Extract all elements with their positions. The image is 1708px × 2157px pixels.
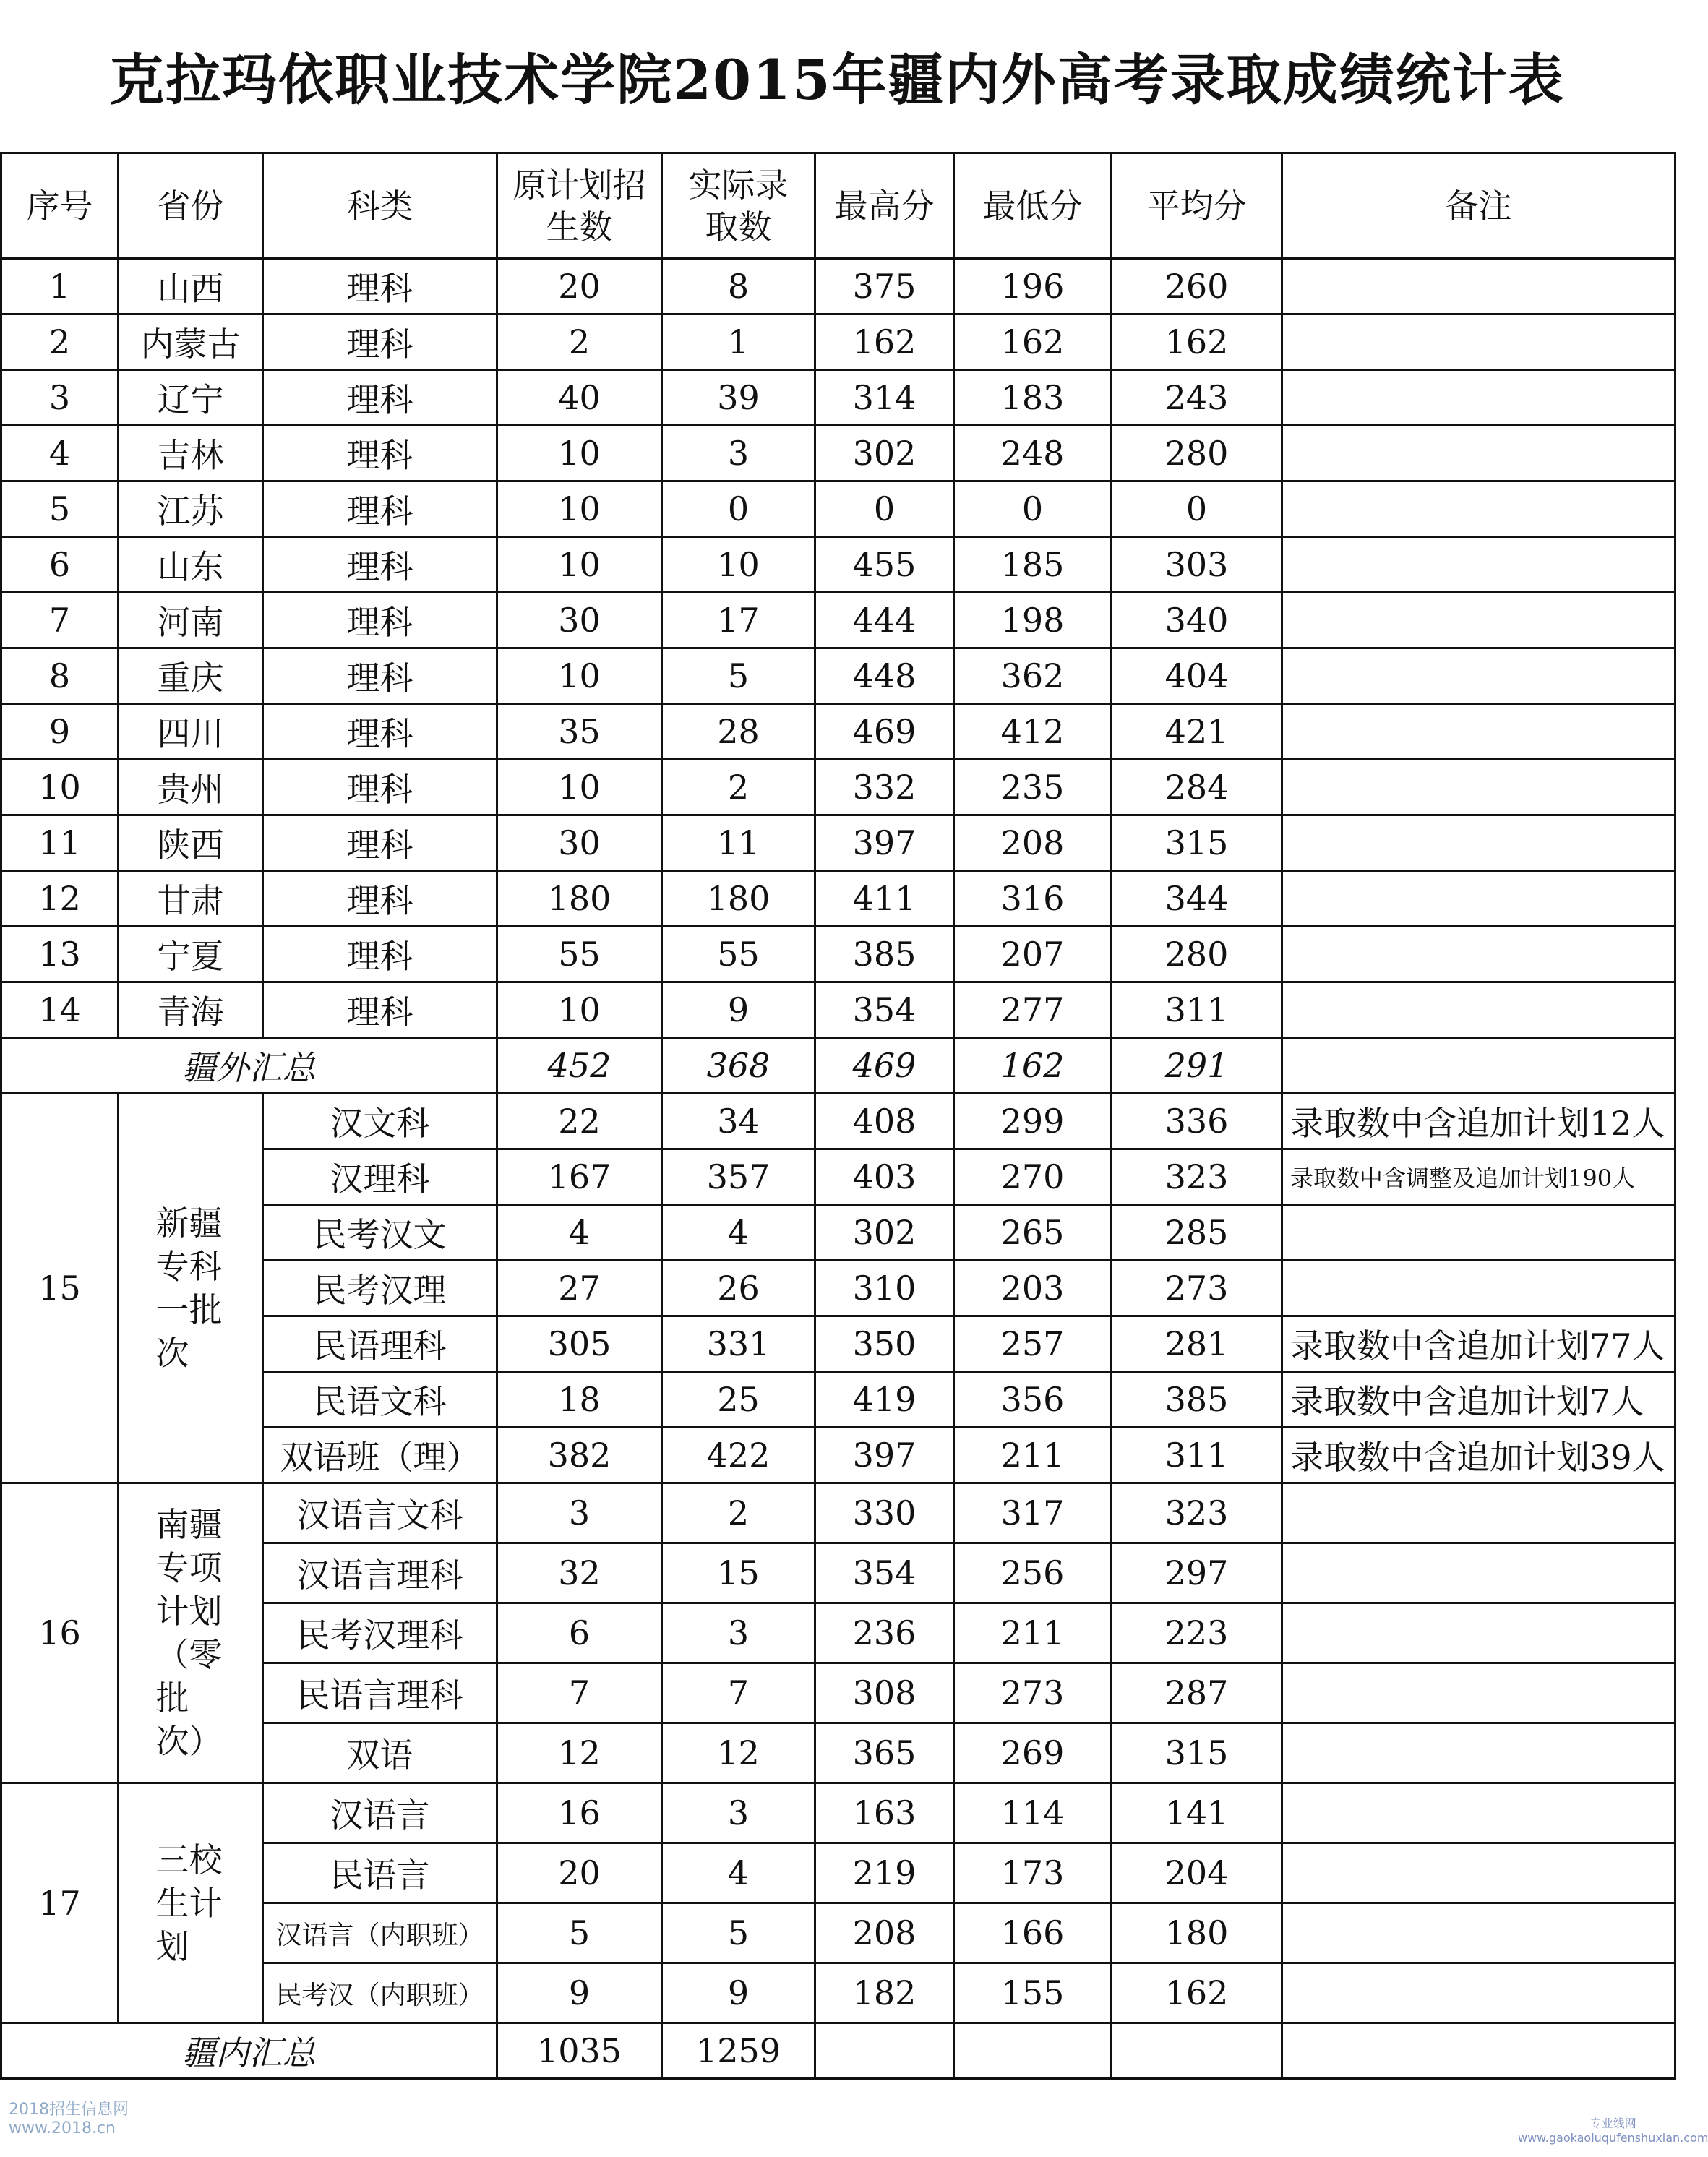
row-avg: 223 xyxy=(1112,1603,1282,1663)
row-no: 9 xyxy=(1,704,119,760)
out-total-label: 疆外汇总 xyxy=(1,1038,497,1094)
row-plan: 6 xyxy=(497,1603,662,1663)
row-max: 408 xyxy=(815,1094,954,1149)
row-plan: 180 xyxy=(497,871,662,927)
row-min: 183 xyxy=(954,370,1112,426)
group-no: 17 xyxy=(1,1783,119,2023)
row-note: 录取数中含调整及追加计划190人 xyxy=(1282,1149,1675,1205)
row-plan: 10 xyxy=(497,648,662,704)
row-min: 270 xyxy=(954,1149,1112,1205)
row-province: 山东 xyxy=(119,537,263,593)
table-row xyxy=(1,871,1675,927)
row-actual: 9 xyxy=(662,982,815,1038)
table-body xyxy=(1,259,1675,2079)
row-plan: 22 xyxy=(497,1094,662,1149)
row-avg: 311 xyxy=(1112,1428,1282,1483)
header-avg: 平均分 xyxy=(1112,153,1282,259)
out-total-avg: 291 xyxy=(1112,1038,1282,1094)
group-no: 16 xyxy=(1,1483,119,1783)
row-type: 理科 xyxy=(263,259,497,314)
row-min: 257 xyxy=(954,1316,1112,1372)
row-plan: 382 xyxy=(497,1428,662,1483)
group-name-text: 新疆专科一批次 xyxy=(155,1204,223,1373)
in-total-note xyxy=(1282,2023,1675,2079)
row-min: 166 xyxy=(954,1903,1112,1963)
row-avg: 287 xyxy=(1112,1663,1282,1723)
row-avg: 280 xyxy=(1112,927,1282,982)
row-plan: 16 xyxy=(497,1783,662,1843)
row-max: 219 xyxy=(815,1843,954,1903)
in-total-max xyxy=(815,2023,954,2079)
row-actual: 25 xyxy=(662,1372,815,1428)
row-note xyxy=(1282,1963,1675,2023)
row-type: 民考汉理科 xyxy=(263,1603,497,1663)
row-max: 162 xyxy=(815,314,954,370)
row-avg: 385 xyxy=(1112,1372,1282,1428)
row-province: 青海 xyxy=(119,982,263,1038)
row-note xyxy=(1282,1205,1675,1261)
row-plan: 305 xyxy=(497,1316,662,1372)
row-no: 14 xyxy=(1,982,119,1038)
row-type: 双语班（理） xyxy=(263,1428,497,1483)
row-plan: 10 xyxy=(497,426,662,481)
row-type: 理科 xyxy=(263,760,497,815)
row-max: 208 xyxy=(815,1903,954,1963)
row-type: 民考汉理 xyxy=(263,1261,497,1316)
row-note xyxy=(1282,927,1675,982)
table-row xyxy=(1,1094,1675,1149)
row-note xyxy=(1282,259,1675,314)
row-actual: 17 xyxy=(662,593,815,648)
row-avg: 285 xyxy=(1112,1205,1282,1261)
table-row xyxy=(1,1783,1675,1843)
row-no: 12 xyxy=(1,871,119,927)
table-row xyxy=(1,259,1675,314)
row-actual: 28 xyxy=(662,704,815,760)
row-min: 299 xyxy=(954,1094,1112,1149)
header-min: 最低分 xyxy=(954,153,1112,259)
row-avg: 303 xyxy=(1112,537,1282,593)
row-plan: 7 xyxy=(497,1663,662,1723)
row-note xyxy=(1282,481,1675,537)
row-max: 403 xyxy=(815,1149,954,1205)
row-min: 185 xyxy=(954,537,1112,593)
row-min: 198 xyxy=(954,593,1112,648)
row-type: 理科 xyxy=(263,704,497,760)
row-min: 248 xyxy=(954,426,1112,481)
row-max: 330 xyxy=(815,1483,954,1543)
row-min: 235 xyxy=(954,760,1112,815)
row-max: 385 xyxy=(815,927,954,982)
row-avg: 311 xyxy=(1112,982,1282,1038)
row-type: 民考汉文 xyxy=(263,1205,497,1261)
row-no: 5 xyxy=(1,481,119,537)
row-actual: 55 xyxy=(662,927,815,982)
table-row xyxy=(1,982,1675,1038)
row-actual: 34 xyxy=(662,1094,815,1149)
row-actual: 180 xyxy=(662,871,815,927)
row-type: 民语文科 xyxy=(263,1372,497,1428)
row-avg: 344 xyxy=(1112,871,1282,927)
group-name xyxy=(119,1094,263,1483)
row-province: 江苏 xyxy=(119,481,263,537)
row-type: 理科 xyxy=(263,871,497,927)
row-avg: 315 xyxy=(1112,815,1282,871)
header-type: 科类 xyxy=(263,153,497,259)
row-province: 辽宁 xyxy=(119,370,263,426)
row-avg: 336 xyxy=(1112,1094,1282,1149)
row-min: 114 xyxy=(954,1783,1112,1843)
header-max: 最高分 xyxy=(815,153,954,259)
row-avg: 243 xyxy=(1112,370,1282,426)
row-type: 汉文科 xyxy=(263,1094,497,1149)
row-avg: 180 xyxy=(1112,1903,1282,1963)
row-province: 河南 xyxy=(119,593,263,648)
table-row xyxy=(1,593,1675,648)
row-min: 412 xyxy=(954,704,1112,760)
row-type: 汉语言文科 xyxy=(263,1483,497,1543)
row-note xyxy=(1282,760,1675,815)
row-type: 理科 xyxy=(263,537,497,593)
group-no: 15 xyxy=(1,1094,119,1483)
row-plan: 35 xyxy=(497,704,662,760)
table-row xyxy=(1,815,1675,871)
row-avg: 280 xyxy=(1112,426,1282,481)
row-min: 362 xyxy=(954,648,1112,704)
row-actual: 2 xyxy=(662,1483,815,1543)
row-avg: 421 xyxy=(1112,704,1282,760)
row-max: 354 xyxy=(815,982,954,1038)
row-type: 理科 xyxy=(263,982,497,1038)
row-plan: 167 xyxy=(497,1149,662,1205)
row-note xyxy=(1282,593,1675,648)
table-row xyxy=(1,481,1675,537)
row-type: 理科 xyxy=(263,370,497,426)
table-row xyxy=(1,704,1675,760)
row-actual: 15 xyxy=(662,1543,815,1603)
row-min: 316 xyxy=(954,871,1112,927)
row-note xyxy=(1282,704,1675,760)
row-max: 455 xyxy=(815,537,954,593)
row-province: 贵州 xyxy=(119,760,263,815)
row-min: 203 xyxy=(954,1261,1112,1316)
header-row xyxy=(1,153,1675,259)
row-max: 302 xyxy=(815,1205,954,1261)
row-actual: 2 xyxy=(662,760,815,815)
row-province: 重庆 xyxy=(119,648,263,704)
row-province: 四川 xyxy=(119,704,263,760)
row-min: 211 xyxy=(954,1428,1112,1483)
row-avg: 297 xyxy=(1112,1543,1282,1603)
row-plan: 4 xyxy=(497,1205,662,1261)
row-province: 宁夏 xyxy=(119,927,263,982)
row-type: 理科 xyxy=(263,426,497,481)
row-min: 173 xyxy=(954,1843,1112,1903)
row-avg: 204 xyxy=(1112,1843,1282,1903)
out-total-max: 469 xyxy=(815,1038,954,1094)
row-max: 375 xyxy=(815,259,954,314)
row-plan: 12 xyxy=(497,1723,662,1783)
out-total-row xyxy=(1,1038,1675,1094)
row-province: 陕西 xyxy=(119,815,263,871)
row-type: 汉理科 xyxy=(263,1149,497,1205)
row-actual: 4 xyxy=(662,1205,815,1261)
row-no: 4 xyxy=(1,426,119,481)
row-max: 469 xyxy=(815,704,954,760)
row-max: 448 xyxy=(815,648,954,704)
row-avg: 315 xyxy=(1112,1723,1282,1783)
row-avg: 260 xyxy=(1112,259,1282,314)
in-total-label: 疆内汇总 xyxy=(1,2023,497,2079)
row-province: 吉林 xyxy=(119,426,263,481)
row-min: 196 xyxy=(954,259,1112,314)
row-plan: 32 xyxy=(497,1543,662,1603)
row-note xyxy=(1282,1603,1675,1663)
row-type: 民语言理科 xyxy=(263,1663,497,1723)
row-max: 0 xyxy=(815,481,954,537)
header-note: 备注 xyxy=(1282,153,1675,259)
row-plan: 3 xyxy=(497,1483,662,1543)
row-note xyxy=(1282,314,1675,370)
row-type: 理科 xyxy=(263,481,497,537)
row-avg: 340 xyxy=(1112,593,1282,648)
table-row xyxy=(1,1483,1675,1543)
row-avg: 141 xyxy=(1112,1783,1282,1843)
table-row xyxy=(1,648,1675,704)
row-type: 民语理科 xyxy=(263,1316,497,1372)
row-type: 理科 xyxy=(263,593,497,648)
row-note xyxy=(1282,426,1675,481)
row-avg: 404 xyxy=(1112,648,1282,704)
row-province: 甘肃 xyxy=(119,871,263,927)
row-actual: 331 xyxy=(662,1316,815,1372)
row-min: 211 xyxy=(954,1603,1112,1663)
out-total-min: 162 xyxy=(954,1038,1112,1094)
row-max: 354 xyxy=(815,1543,954,1603)
row-note xyxy=(1282,1483,1675,1543)
row-actual: 39 xyxy=(662,370,815,426)
row-plan: 18 xyxy=(497,1372,662,1428)
row-no: 13 xyxy=(1,927,119,982)
row-actual: 7 xyxy=(662,1663,815,1723)
row-note xyxy=(1282,1261,1675,1316)
row-plan: 40 xyxy=(497,370,662,426)
in-total-row xyxy=(1,2023,1675,2079)
row-note xyxy=(1282,871,1675,927)
row-no: 7 xyxy=(1,593,119,648)
row-plan: 5 xyxy=(497,1903,662,1963)
row-avg: 162 xyxy=(1112,314,1282,370)
row-avg: 284 xyxy=(1112,760,1282,815)
table-row xyxy=(1,760,1675,815)
watermark-left-line2: www.2018.cn xyxy=(9,2119,116,2137)
row-actual: 357 xyxy=(662,1149,815,1205)
table-row xyxy=(1,370,1675,426)
row-max: 302 xyxy=(815,426,954,481)
row-note xyxy=(1282,815,1675,871)
row-no: 8 xyxy=(1,648,119,704)
row-avg: 162 xyxy=(1112,1963,1282,2023)
row-type: 理科 xyxy=(263,314,497,370)
header-actual: 实际录取数 xyxy=(662,153,815,259)
row-type: 理科 xyxy=(263,927,497,982)
row-note xyxy=(1282,1723,1675,1783)
row-actual: 4 xyxy=(662,1843,815,1903)
row-max: 332 xyxy=(815,760,954,815)
row-actual: 12 xyxy=(662,1723,815,1783)
row-no: 2 xyxy=(1,314,119,370)
in-total-avg xyxy=(1112,2023,1282,2079)
watermark-right-line2: www.gaokaoluqufenshuxian.com xyxy=(1518,2131,1708,2145)
row-note xyxy=(1282,648,1675,704)
row-note xyxy=(1282,537,1675,593)
row-plan: 20 xyxy=(497,1843,662,1903)
row-actual: 5 xyxy=(662,648,815,704)
row-type: 汉语言（内职班） xyxy=(263,1903,497,1963)
row-max: 365 xyxy=(815,1723,954,1783)
row-min: 269 xyxy=(954,1723,1112,1783)
row-actual: 9 xyxy=(662,1963,815,2023)
row-actual: 8 xyxy=(662,259,815,314)
row-plan: 30 xyxy=(497,593,662,648)
out-total-actual: 368 xyxy=(662,1038,815,1094)
row-min: 356 xyxy=(954,1372,1112,1428)
row-actual: 422 xyxy=(662,1428,815,1483)
row-no: 3 xyxy=(1,370,119,426)
row-plan: 10 xyxy=(497,982,662,1038)
in-total-plan: 1035 xyxy=(497,2023,662,2079)
row-max: 350 xyxy=(815,1316,954,1372)
row-note xyxy=(1282,1783,1675,1843)
row-type: 民考汉（内职班） xyxy=(263,1963,497,2023)
row-max: 308 xyxy=(815,1663,954,1723)
row-plan: 30 xyxy=(497,815,662,871)
row-min: 273 xyxy=(954,1663,1112,1723)
row-note: 录取数中含追加计划12人 xyxy=(1282,1094,1675,1149)
row-note xyxy=(1282,370,1675,426)
row-actual: 11 xyxy=(662,815,815,871)
watermark-left xyxy=(9,2101,129,2138)
row-type: 汉语言 xyxy=(263,1783,497,1843)
row-max: 444 xyxy=(815,593,954,648)
row-plan: 55 xyxy=(497,927,662,982)
row-min: 0 xyxy=(954,481,1112,537)
row-plan: 20 xyxy=(497,259,662,314)
page-title: 克拉玛依职业技术学院2015年疆内外高考录取成绩统计表 xyxy=(109,48,1565,112)
out-total-note xyxy=(1282,1038,1675,1094)
row-min: 317 xyxy=(954,1483,1112,1543)
row-no: 11 xyxy=(1,815,119,871)
group-name xyxy=(119,1483,263,1783)
row-avg: 273 xyxy=(1112,1261,1282,1316)
row-min: 265 xyxy=(954,1205,1112,1261)
row-type: 理科 xyxy=(263,815,497,871)
row-type: 双语 xyxy=(263,1723,497,1783)
row-actual: 0 xyxy=(662,481,815,537)
row-actual: 3 xyxy=(662,426,815,481)
row-no: 10 xyxy=(1,760,119,815)
row-type: 理科 xyxy=(263,648,497,704)
table-row xyxy=(1,537,1675,593)
row-max: 397 xyxy=(815,1428,954,1483)
row-plan: 10 xyxy=(497,760,662,815)
row-plan: 10 xyxy=(497,481,662,537)
row-actual: 3 xyxy=(662,1783,815,1843)
table-row xyxy=(1,314,1675,370)
in-total-actual: 1259 xyxy=(662,2023,815,2079)
row-note xyxy=(1282,982,1675,1038)
row-max: 397 xyxy=(815,815,954,871)
row-max: 182 xyxy=(815,1963,954,2023)
row-min: 208 xyxy=(954,815,1112,871)
row-plan: 2 xyxy=(497,314,662,370)
row-type: 汉语言理科 xyxy=(263,1543,497,1603)
row-max: 163 xyxy=(815,1783,954,1843)
header-plan: 原计划招生数 xyxy=(497,153,662,259)
row-note: 录取数中含追加计划77人 xyxy=(1282,1316,1675,1372)
row-min: 155 xyxy=(954,1963,1112,2023)
row-max: 314 xyxy=(815,370,954,426)
row-actual: 26 xyxy=(662,1261,815,1316)
watermark-right xyxy=(1518,2117,1708,2145)
group-name xyxy=(119,1783,263,2023)
row-note xyxy=(1282,1903,1675,1963)
header-no: 序号 xyxy=(1,153,119,259)
row-note: 录取数中含追加计划7人 xyxy=(1282,1372,1675,1428)
row-avg: 323 xyxy=(1112,1483,1282,1543)
row-actual: 3 xyxy=(662,1603,815,1663)
row-min: 277 xyxy=(954,982,1112,1038)
row-min: 207 xyxy=(954,927,1112,982)
in-total-min xyxy=(954,2023,1112,2079)
group-name-text: 南疆专项计划（零批次） xyxy=(155,1505,223,1761)
row-type: 民语言 xyxy=(263,1843,497,1903)
row-max: 411 xyxy=(815,871,954,927)
row-max: 236 xyxy=(815,1603,954,1663)
row-actual: 10 xyxy=(662,537,815,593)
out-total-plan: 452 xyxy=(497,1038,662,1094)
row-note xyxy=(1282,1543,1675,1603)
row-note: 录取数中含追加计划39人 xyxy=(1282,1428,1675,1483)
row-max: 419 xyxy=(815,1372,954,1428)
row-actual: 1 xyxy=(662,314,815,370)
row-plan: 10 xyxy=(497,537,662,593)
row-no: 1 xyxy=(1,259,119,314)
row-plan: 27 xyxy=(497,1261,662,1316)
row-actual: 5 xyxy=(662,1903,815,1963)
row-no: 6 xyxy=(1,537,119,593)
row-avg: 281 xyxy=(1112,1316,1282,1372)
row-plan: 9 xyxy=(497,1963,662,2023)
header-province: 省份 xyxy=(119,153,263,259)
row-avg: 323 xyxy=(1112,1149,1282,1205)
group-name-text: 三校生计划 xyxy=(155,1840,223,1966)
table-row xyxy=(1,426,1675,481)
row-min: 162 xyxy=(954,314,1112,370)
row-max: 310 xyxy=(815,1261,954,1316)
row-note xyxy=(1282,1663,1675,1723)
row-avg: 0 xyxy=(1112,481,1282,537)
row-province: 山西 xyxy=(119,259,263,314)
row-province: 内蒙古 xyxy=(119,314,263,370)
row-note xyxy=(1282,1843,1675,1903)
watermark-left-line1: 2018招生信息网 xyxy=(9,2101,129,2119)
watermark-right-line1: 专业线网 xyxy=(1589,2117,1636,2130)
row-min: 256 xyxy=(954,1543,1112,1603)
table-row xyxy=(1,927,1675,982)
admission-score-table xyxy=(0,152,1676,2080)
